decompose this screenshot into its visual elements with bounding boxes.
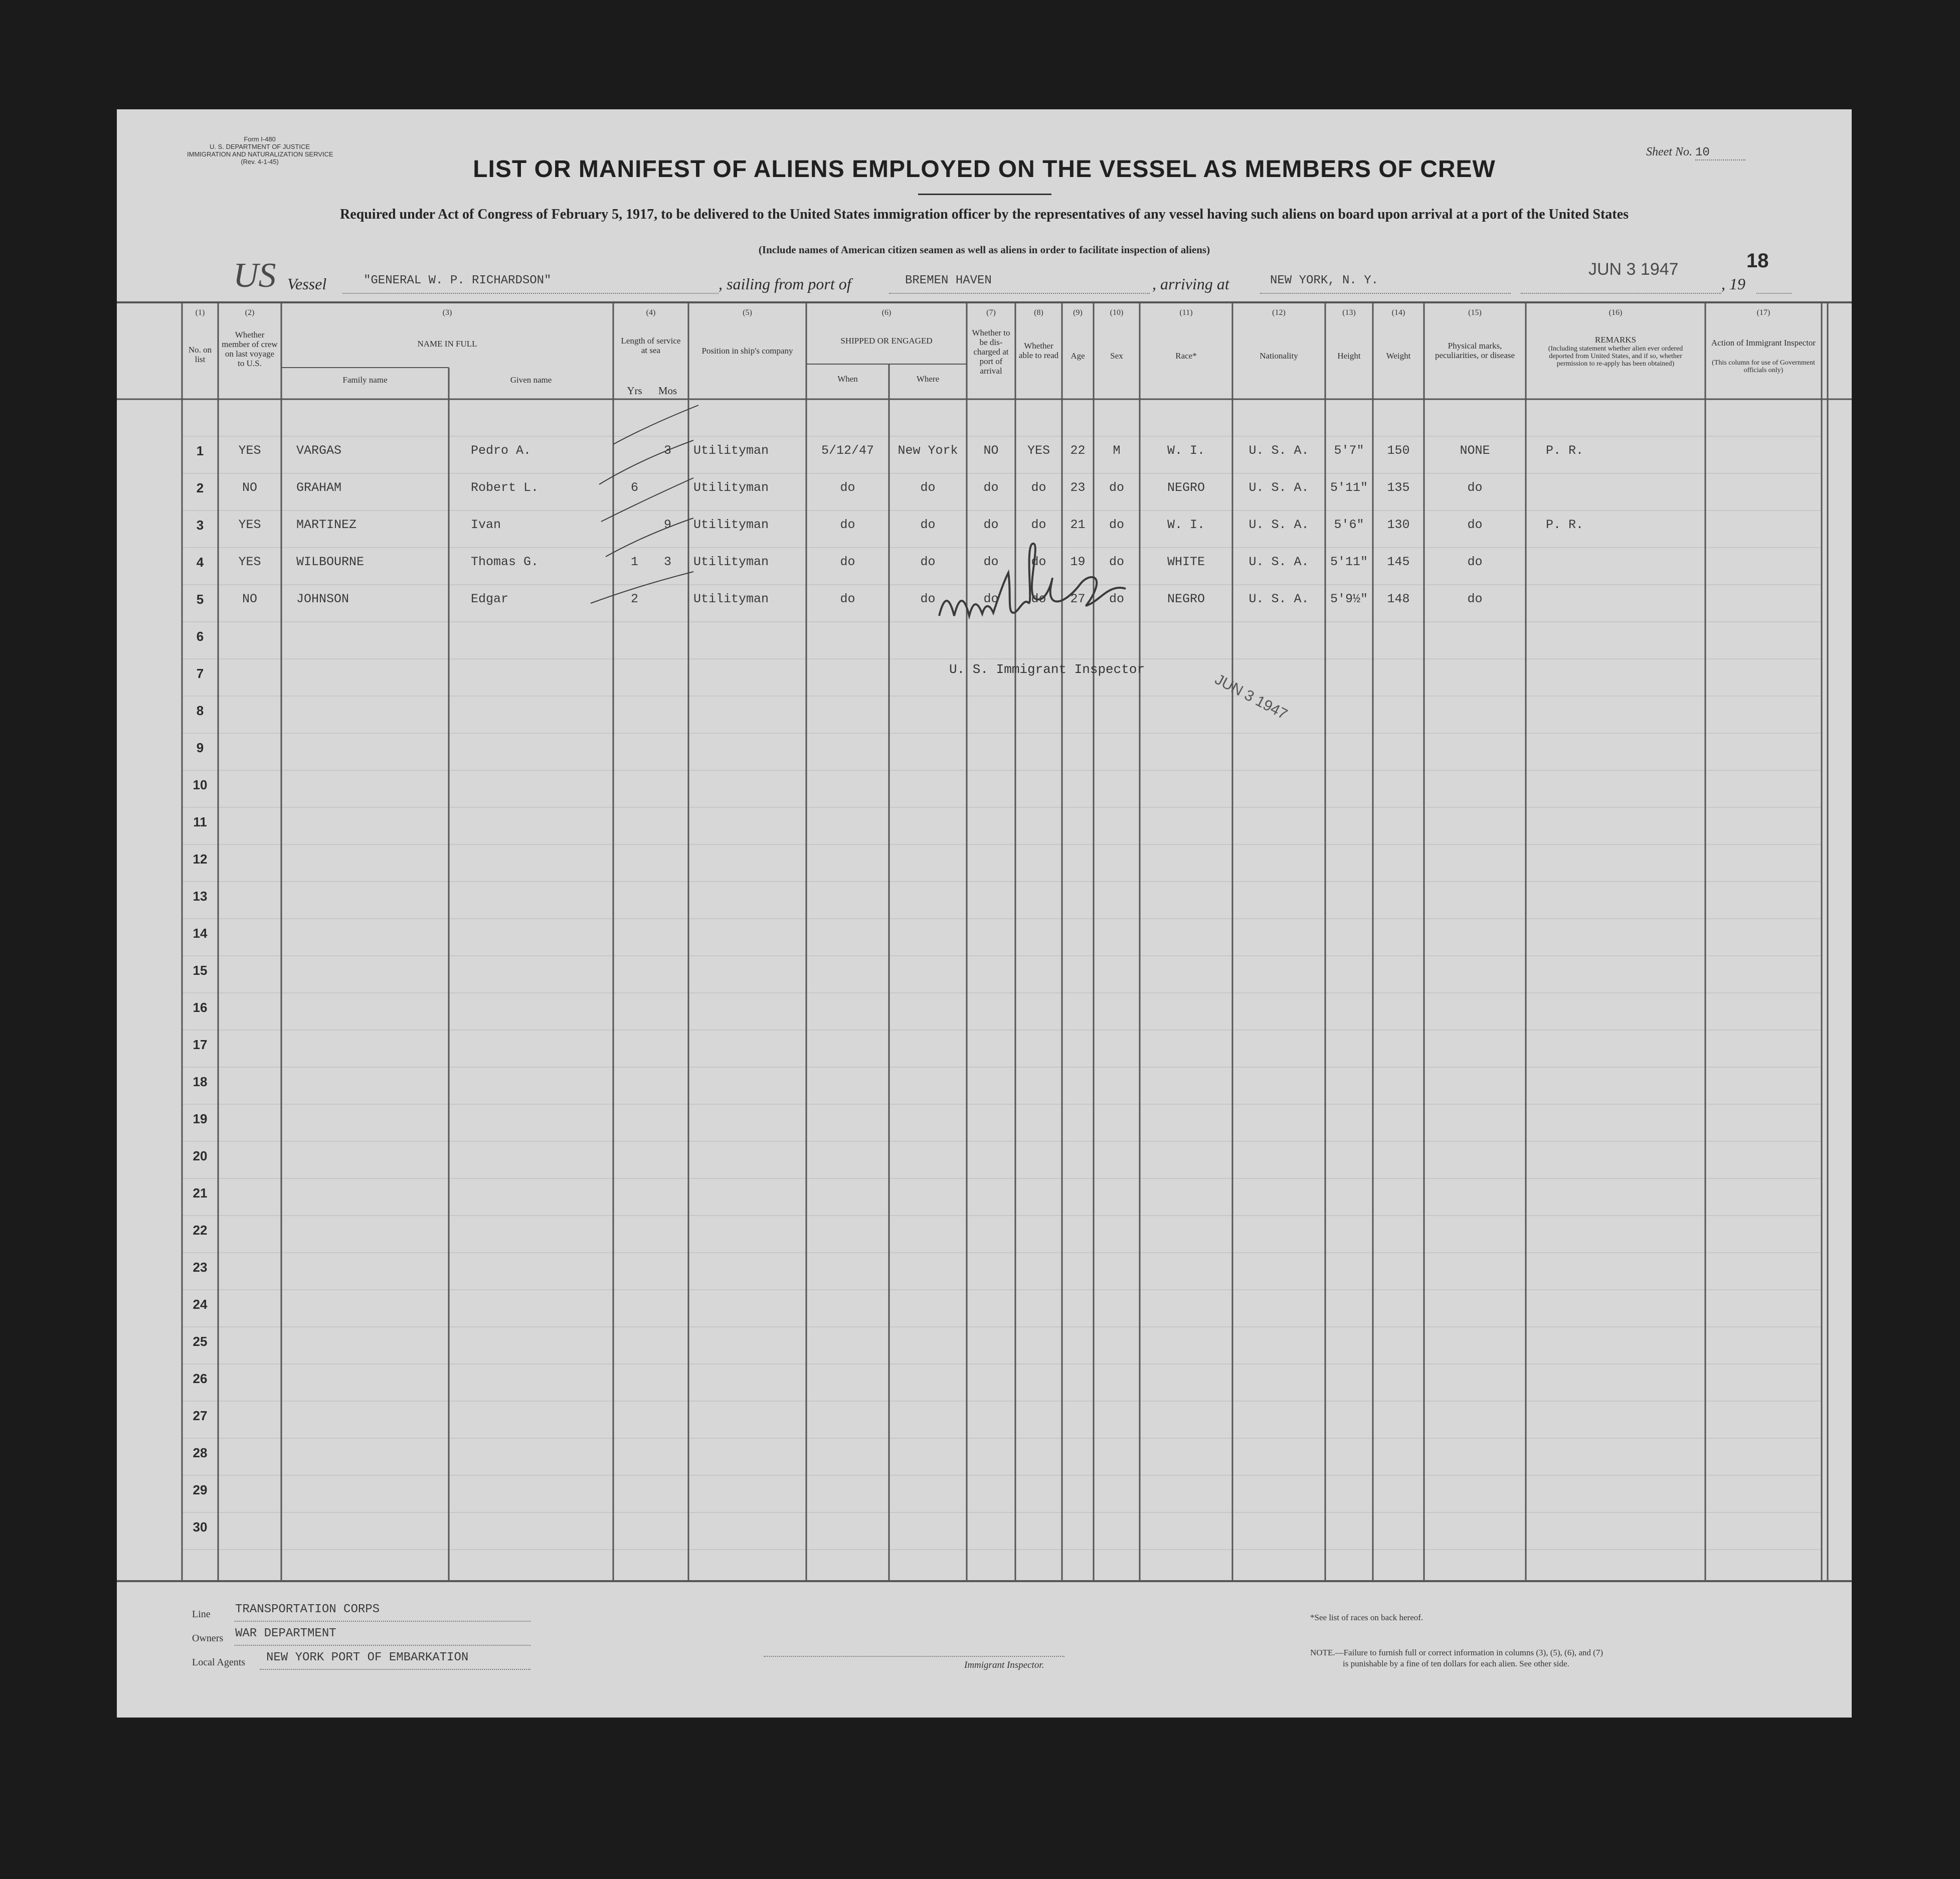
cell-discharged: do	[983, 518, 999, 532]
cell-years: 2	[630, 592, 638, 606]
cell-where: do	[920, 592, 936, 606]
cell-sex: M	[1113, 443, 1121, 458]
row-number: 26	[193, 1371, 208, 1386]
col15-label: Physical marks, peculiarities, or disease	[1435, 341, 1515, 360]
cell-age: 23	[1070, 480, 1086, 495]
col14-num: (14)	[1391, 308, 1405, 317]
row-number: 16	[193, 1000, 208, 1015]
col1-num: (1)	[195, 308, 205, 317]
cell-months: 9	[663, 518, 671, 532]
local-agents-value: NEW YORK PORT OF EMBARKATION	[266, 1651, 469, 1664]
cell-marks: do	[1467, 592, 1483, 606]
vessel-annotation: US	[233, 256, 276, 295]
owners-value-underline	[235, 1645, 530, 1646]
col12-label: Nationality	[1260, 351, 1298, 361]
row-number: 22	[193, 1223, 208, 1238]
row-number: 8	[196, 703, 204, 718]
row-number: 6	[196, 629, 204, 644]
penalty-note-cont: is punishable by a fine of ten dollars for each alien. See other side.	[1343, 1659, 1569, 1668]
col5-num: (5)	[743, 308, 752, 317]
cell-race: WHITE	[1167, 555, 1205, 569]
cell-position: Utilityman	[693, 443, 769, 458]
col11-label: Race*	[1175, 351, 1197, 361]
cell-height: 5'11"	[1330, 555, 1368, 569]
cell-marks: do	[1467, 480, 1483, 495]
col16-num: (16)	[1609, 308, 1623, 317]
cell-discharged: do	[983, 555, 999, 569]
row-number: 20	[193, 1148, 208, 1163]
row-number: 29	[193, 1482, 208, 1497]
cell-where: do	[920, 518, 936, 532]
col17-label: Action of Immigrant Inspector	[1711, 338, 1816, 348]
row-number: 1	[196, 443, 204, 458]
cell-position: Utilityman	[693, 518, 769, 532]
cell-age: 27	[1070, 592, 1086, 606]
cell-marks: do	[1467, 555, 1483, 569]
cell-weight: 135	[1387, 480, 1410, 495]
row-number: 5	[196, 592, 204, 607]
cell-marks: NONE	[1460, 443, 1490, 458]
cell-nationality: U. S. A.	[1249, 518, 1309, 532]
cell-read: do	[1031, 518, 1046, 532]
line-value: TRANSPORTATION CORPS	[235, 1603, 380, 1616]
cell-member: YES	[238, 518, 261, 532]
col11-num: (11)	[1179, 308, 1193, 317]
col4-num: (4)	[646, 308, 656, 317]
cell-discharged: NO	[983, 443, 999, 458]
col17-sublabel: (This column for use of Government officials only)	[1712, 359, 1815, 374]
cell-where: do	[920, 555, 936, 569]
cell-age: 19	[1070, 555, 1086, 569]
col16-sublabel: (Including statement whether alien ever ordered deported from United States, and if so, whether permission to re-apply has been obtained)	[1548, 345, 1683, 368]
service-name: IMMIGRATION AND NATURALIZATION SERVICE	[187, 150, 333, 158]
cell-read: do	[1031, 555, 1046, 569]
cell-weight: 130	[1387, 518, 1410, 532]
cell-read: do	[1031, 592, 1046, 606]
col4-label: Length of service at sea	[621, 336, 681, 355]
manifest-sheet	[117, 109, 1852, 1718]
cell-discharged: do	[983, 480, 999, 495]
cell-weight: 148	[1387, 592, 1410, 606]
cell-race: NEGRO	[1167, 480, 1205, 495]
row-number: 10	[193, 777, 208, 792]
subtitle-note: (Include names of American citizen seamen as well as aliens in order to facilitate inspection of aliens)	[758, 244, 1210, 256]
col5-label: Position in ship's company	[701, 346, 793, 356]
cell-discharged: do	[983, 592, 999, 606]
cell-when: do	[840, 555, 855, 569]
cell-weight: 150	[1387, 443, 1410, 458]
cell-position: Utilityman	[693, 555, 769, 569]
cell-height: 5'7"	[1334, 443, 1364, 458]
cell-marks: do	[1467, 518, 1483, 532]
cell-when: do	[840, 480, 855, 495]
form-number: Form I-480	[244, 135, 276, 143]
row-number: 25	[193, 1334, 208, 1349]
vessel-name: "GENERAL W. P. RICHARDSON"	[364, 274, 552, 287]
cell-sex: do	[1109, 592, 1124, 606]
cell-height: 5'11"	[1330, 480, 1368, 495]
row-number: 18	[193, 1074, 208, 1089]
service-length-marks	[591, 405, 698, 603]
row-number: 17	[193, 1037, 208, 1052]
cell-given-name: Edgar	[471, 592, 509, 606]
cell-when: do	[840, 592, 855, 606]
subtitle: Required under Act of Congress of February 5, 1917, to be delivered to the United States immigration officer by the representatives of any vessel having such aliens on board upon arrival at a port of the United States	[340, 207, 1629, 222]
inspection-stamp: JUN 3 1947	[1212, 671, 1290, 723]
cell-age: 21	[1070, 518, 1086, 532]
cell-height: 5'9½"	[1330, 592, 1368, 606]
cell-years: 1	[630, 555, 638, 569]
row-number: 9	[196, 740, 204, 755]
arriving-label: , arriving at	[1152, 275, 1229, 293]
row-number: 3	[196, 518, 204, 533]
col3-num: (3)	[442, 308, 452, 317]
cell-family-name: GRAHAM	[296, 480, 342, 495]
cell-race: W. I.	[1167, 443, 1205, 458]
cell-family-name: WILBOURNE	[296, 555, 365, 569]
cell-position: Utilityman	[693, 592, 769, 606]
cell-weight: 145	[1387, 555, 1410, 569]
agents-value-underline	[260, 1669, 530, 1670]
col6-label: SHIPPED OR ENGAGED	[840, 336, 933, 346]
line-label: Line	[192, 1609, 211, 1620]
col1-label: No. on list	[188, 345, 212, 364]
form-revision: (Rev. 4-1-45)	[241, 158, 279, 165]
row-number: 4	[196, 555, 204, 570]
row-number: 21	[193, 1185, 208, 1201]
row-number: 15	[193, 963, 208, 978]
cell-read: do	[1031, 480, 1046, 495]
col17-num: (17)	[1756, 308, 1770, 317]
col3-family-label: Family name	[342, 375, 388, 385]
owners-value: WAR DEPARTMENT	[235, 1627, 336, 1640]
cell-member: NO	[242, 592, 257, 606]
vessel-label: Vessel	[287, 275, 327, 293]
col15-num: (15)	[1468, 308, 1482, 317]
col13-num: (13)	[1342, 308, 1356, 317]
col8-label: Whether able to read	[1018, 341, 1059, 360]
cell-when: 5/12/47	[821, 443, 874, 458]
row-number: 28	[193, 1445, 208, 1460]
cell-remarks: P. R.	[1546, 518, 1584, 532]
year-label: , 19	[1721, 275, 1745, 293]
row-number: 19	[193, 1111, 208, 1126]
col10-label: Sex	[1110, 351, 1123, 361]
col6-when-label: When	[837, 374, 858, 384]
cell-race: W. I.	[1167, 518, 1205, 532]
immigrant-inspector-label: Immigrant Inspector.	[964, 1660, 1044, 1670]
row-number: 2	[196, 480, 204, 495]
col4-mos-label: Mos	[658, 385, 677, 397]
date-stamp: JUN 3 1947	[1588, 260, 1679, 279]
arriving-port: NEW YORK, N. Y.	[1270, 274, 1379, 287]
col16-label: REMARKS	[1594, 335, 1637, 345]
row-number: 27	[193, 1408, 208, 1423]
row-number: 7	[196, 666, 204, 681]
cell-remarks: P. R.	[1546, 443, 1584, 458]
cell-where: New York	[898, 443, 958, 458]
col6-where-label: Where	[916, 374, 940, 384]
cell-months: 3	[663, 555, 671, 569]
cell-sex: do	[1109, 555, 1124, 569]
cell-member: YES	[238, 555, 261, 569]
col13-label: Height	[1337, 351, 1361, 361]
col9-num: (9)	[1073, 308, 1083, 317]
col9-label: Age	[1071, 351, 1085, 361]
row-number: 30	[193, 1519, 208, 1534]
races-note: *See list of races on back hereof.	[1310, 1613, 1423, 1622]
cell-when: do	[840, 518, 855, 532]
cell-family-name: JOHNSON	[296, 592, 349, 606]
sheet-value: 10	[1695, 146, 1745, 160]
line-value-underline	[235, 1621, 530, 1622]
cell-sex: do	[1109, 480, 1124, 495]
cell-months: 3	[663, 443, 671, 458]
cell-nationality: U. S. A.	[1249, 555, 1309, 569]
cell-years: 6	[630, 480, 638, 495]
cell-member: YES	[238, 443, 261, 458]
col3-label: NAME IN FULL	[417, 339, 477, 349]
col2-num: (2)	[245, 308, 255, 317]
row-number: 11	[193, 814, 207, 829]
sailing-label: , sailing from port of	[719, 275, 851, 293]
page-number: 18	[1746, 250, 1769, 272]
cell-family-name: VARGAS	[296, 443, 342, 458]
col6-num: (6)	[881, 308, 892, 317]
cell-age: 22	[1070, 443, 1086, 458]
col12-num: (12)	[1272, 308, 1286, 317]
cell-given-name: Ivan	[471, 518, 501, 532]
owners-label: Owners	[192, 1633, 224, 1644]
page-title: LIST OR MANIFEST OF ALIENS EMPLOYED ON THE VESSEL AS MEMBERS OF CREW	[473, 156, 1496, 183]
cell-nationality: U. S. A.	[1249, 443, 1309, 458]
cell-nationality: U. S. A.	[1249, 480, 1309, 495]
cell-given-name: Robert L.	[471, 480, 539, 495]
cell-given-name: Pedro A.	[471, 443, 531, 458]
cell-member: NO	[242, 480, 257, 495]
sheet-label: Sheet No.	[1646, 145, 1692, 158]
cell-family-name: MARTINEZ	[296, 518, 357, 532]
col10-num: (10)	[1110, 308, 1124, 317]
col3-given-label: Given name	[510, 375, 552, 385]
col7-label: Whether to be dis-charged at port of arrival	[972, 328, 1010, 376]
row-number: 14	[193, 926, 208, 941]
cell-height: 5'6"	[1334, 518, 1364, 532]
cell-nationality: U. S. A.	[1249, 592, 1309, 606]
cell-position: Utilityman	[693, 480, 769, 495]
col8-num: (8)	[1034, 308, 1043, 317]
local-agents-label: Local Agents	[192, 1657, 246, 1668]
department-name: U. S. DEPARTMENT OF JUSTICE	[209, 143, 310, 150]
row-number: 23	[193, 1260, 208, 1275]
col2-label: Whether member of crew on last voyage to U.S.	[222, 330, 278, 368]
inspector-title: U. S. Immigrant Inspector	[949, 662, 1145, 677]
col14-label: Weight	[1386, 351, 1411, 361]
penalty-note: NOTE.—Failure to furnish full or correct information in columns (3), (5), (6), and (7)	[1310, 1648, 1603, 1657]
cell-read: YES	[1027, 443, 1050, 458]
inspector-signature-line	[764, 1656, 1064, 1657]
cell-given-name: Thomas G.	[471, 555, 539, 569]
row-number: 24	[193, 1297, 208, 1312]
cell-race: NEGRO	[1167, 592, 1205, 606]
row-number: 13	[193, 889, 208, 904]
col7-num: (7)	[986, 308, 996, 317]
sailing-port: BREMEN HAVEN	[905, 274, 992, 287]
cell-where: do	[920, 480, 936, 495]
cell-sex: do	[1109, 518, 1124, 532]
row-number: 12	[193, 851, 208, 867]
col4-yrs-label: Yrs	[627, 385, 642, 397]
